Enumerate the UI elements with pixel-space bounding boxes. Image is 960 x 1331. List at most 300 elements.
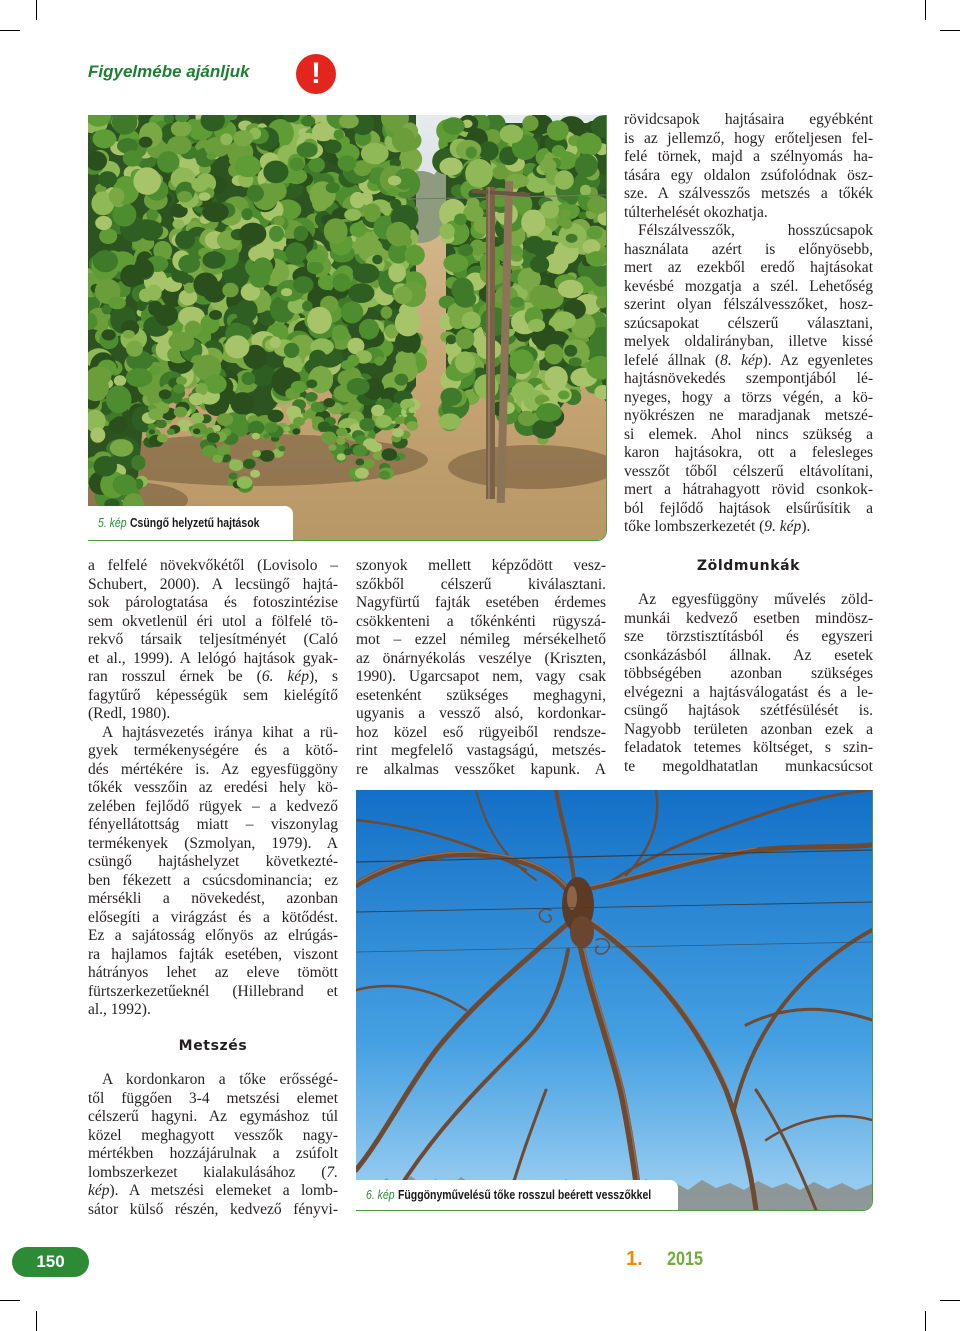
leaf: [462, 312, 481, 329]
hanging-shoot-leaf: [318, 422, 331, 432]
leaf: [108, 297, 126, 310]
hanging-shoot-leaf: [284, 426, 291, 431]
leaf: [324, 218, 348, 244]
leaf: [93, 129, 117, 148]
hanging-shoot-leaf: [392, 428, 404, 437]
leaf: [114, 375, 126, 386]
hanging-shoot-leaf: [159, 389, 172, 399]
hanging-shoot-leaf: [209, 421, 215, 426]
crop-mark: [925, 1311, 926, 1331]
leaf: [269, 226, 284, 242]
hanging-shoot-leaf: [207, 433, 220, 444]
text-line: csüngő hajtáshelyzet következté-: [88, 853, 338, 870]
text-line: hátrányos lehet az eleve tömött: [88, 964, 338, 981]
text-line: mértékben hozzájárulnak a zsúfolt: [88, 1145, 338, 1162]
leaf: [301, 116, 315, 127]
leaf: [454, 213, 467, 225]
leaf: [347, 378, 370, 395]
leaf: [284, 343, 299, 358]
leaf: [392, 128, 416, 153]
leaf: [569, 357, 582, 366]
leaf: [587, 226, 603, 239]
leaf: [102, 329, 116, 340]
hanging-shoot-leaf: [148, 408, 163, 420]
leaf: [388, 263, 406, 282]
text-line: zelében fejlődő rügyek – a kedvező: [88, 797, 338, 815]
text-line: túlterhelését okozhatja.: [624, 203, 768, 221]
leaf: [554, 170, 573, 190]
leaf: [225, 335, 249, 358]
leaf: [109, 188, 125, 205]
hanging-shoot-leaf: [193, 428, 200, 434]
text-line: A hajtásvezetés iránya kihat a rü-: [102, 723, 338, 741]
text-line: feladatok tetemes költséget, s szin-: [624, 739, 873, 756]
leaf: [575, 154, 598, 178]
text-line: sok párologtatása és fotoszintézise: [88, 594, 338, 611]
text-line: Nagyfürtű fajták esetében érdemes: [356, 594, 606, 611]
leaf: [350, 222, 367, 237]
leaf: [388, 188, 399, 197]
column-1-text: [88, 557, 338, 1020]
text-segment: ), s: [308, 668, 338, 685]
leaf: [252, 257, 273, 279]
figure-label: 6. kép: [366, 1188, 395, 1202]
leaf: [90, 427, 105, 443]
leaf: [350, 192, 365, 208]
leaf: [139, 220, 164, 241]
leaf: [155, 305, 178, 327]
leaf: [173, 219, 185, 229]
text-line: től függően 3-4 metszési elemet: [88, 1089, 338, 1107]
crop-mark: [0, 1300, 20, 1301]
page-number: 150: [12, 1247, 89, 1277]
hanging-shoot-leaf: [395, 417, 405, 425]
hanging-shoot-leaf: [218, 445, 231, 455]
text-line: dés mértékére is. Az egyesfüggöny: [88, 760, 338, 778]
figure-reference: 9. kép: [764, 518, 802, 535]
leaf: [511, 174, 529, 187]
leaf: [146, 209, 158, 222]
leaf: [93, 250, 118, 272]
hanging-shoot-leaf: [156, 420, 167, 429]
text-line: szerint olyan félszálvesszőket, hosz-: [624, 296, 873, 313]
leaf: [94, 456, 118, 477]
leaf: [333, 273, 351, 291]
leaf: [263, 161, 288, 184]
text-line: többségében azonban szükséges: [624, 665, 873, 682]
hanging-shoot-leaf: [229, 459, 243, 471]
text-segment: lefelé állnak (: [624, 351, 721, 369]
figure-label: 5. kép: [98, 516, 127, 530]
leaf: [564, 345, 577, 357]
hanging-shoot-leaf: [148, 423, 156, 430]
text-line: Ez a sajátosság előnyös az elrúgás-: [88, 927, 338, 944]
leaf: [458, 244, 473, 256]
leaf: [395, 309, 421, 336]
leaf: [372, 255, 382, 265]
leaf: [361, 143, 389, 165]
wooden-post: [486, 187, 495, 499]
leaf: [131, 455, 145, 470]
leaf: [552, 145, 566, 157]
text-line: az önárnyékolás veszélye (Kriszten,: [356, 649, 606, 667]
crop-mark: [36, 1311, 37, 1331]
leaf: [395, 374, 409, 386]
knot: [570, 916, 594, 948]
leaf: [123, 330, 135, 339]
hanging-shoot-leaf: [292, 428, 300, 434]
leaf: [545, 366, 568, 390]
text-line: hoz közel eső rügyeiből rendsze-: [356, 723, 606, 741]
leaf: [235, 155, 261, 177]
leaf: [511, 253, 523, 261]
text-line: gyek termékenységére és a kötő-: [88, 742, 338, 759]
text-line: elvégezni a hajtásválogatást és a le-: [624, 683, 873, 701]
text-line: csökkenteni a tőkénkénti rügyszá-: [356, 612, 606, 630]
text-line: Félszálvesszők, hosszúcsapok: [638, 222, 873, 239]
text-line: ben fékezett a csúcsdominancia; ez: [88, 871, 338, 889]
leaf: [547, 120, 569, 140]
text-line: kevésbé mozgatja a szél. Lehetőség: [624, 277, 873, 295]
text-line: et al., 1999). A lelógó hajtások gyak-: [88, 649, 338, 667]
hanging-shoot-leaf: [336, 428, 347, 437]
sky: [356, 790, 872, 1210]
text-line: használata azért is előnyösebb,: [624, 240, 873, 258]
leaf: [398, 334, 418, 353]
leaf: [558, 280, 583, 298]
leaf: [540, 158, 557, 173]
leaf: [375, 415, 392, 427]
leaf: [222, 283, 238, 298]
text-line: [88, 668, 338, 687]
leaf: [239, 223, 266, 246]
text-line: is az jellemző, hogy erőteljesen fel-: [624, 129, 873, 147]
text-line: karon hajtásokra, ott a felesleges: [624, 444, 873, 461]
leaf: [133, 167, 161, 195]
figure-reference: kép: [88, 1182, 110, 1199]
text-line: ugyanis a vessző alsó, kordonkar-: [356, 705, 606, 722]
leaf: [281, 288, 292, 296]
leaf: [302, 301, 313, 312]
hanging-shoot-leaf: [260, 450, 275, 462]
hanging-shoot-leaf: [323, 398, 335, 407]
text-segment: ). A metszési elemeket a lomb-: [109, 1182, 338, 1199]
text-line: sze. A szálvesszős metszés a tőkék: [624, 185, 873, 202]
leaf: [123, 150, 142, 166]
text-line: rekvő társaik teljesítményét (Caló: [88, 631, 338, 648]
leaf: [456, 329, 475, 349]
text-line: rövidcsapok hajtásaira egyébként: [624, 111, 873, 128]
leaf: [388, 176, 401, 186]
text-line: fagytűrő képességük sem kielégítő: [88, 686, 338, 704]
leaf: [297, 142, 318, 157]
section-heading-metszes: Metszés: [178, 1038, 248, 1054]
leaf: [446, 335, 457, 344]
leaf: [371, 405, 384, 417]
hanging-shoot-leaf: [355, 468, 369, 479]
leaf: [209, 310, 222, 320]
text-line: al., 1992).: [88, 1001, 151, 1018]
text-line: szúcsapokat célszerű választani,: [624, 314, 873, 332]
leaf: [177, 191, 192, 202]
crop-mark: [0, 30, 20, 31]
hanging-shoot-leaf: [355, 459, 364, 466]
leaf: [324, 140, 341, 154]
hanging-shoot-leaf: [243, 459, 256, 469]
leaf: [528, 319, 545, 332]
hanging-shoot-leaf: [149, 429, 156, 434]
crop-mark: [36, 0, 37, 20]
leaf: [374, 356, 384, 365]
leaf: [309, 350, 326, 366]
text-line: esetenként szükséges meghagyni,: [356, 686, 606, 704]
text-line: Schubert, 2000). A lecsüngő hajtá-: [88, 575, 338, 593]
leaf: [178, 255, 200, 273]
text-line: szonyok mellett képződött vesz-: [356, 557, 606, 574]
right-column-top-text: [624, 111, 873, 537]
leaf: [530, 256, 549, 273]
text-segment: ). Az egyenletes: [762, 351, 874, 369]
hanging-shoot-leaf: [406, 421, 418, 431]
leaf: [168, 332, 194, 351]
text-line: melyek oldalirányban, illetve kissé: [624, 333, 873, 350]
figure-reference: 6. kép: [261, 668, 309, 685]
leaf: [359, 319, 379, 340]
leaf: [202, 202, 229, 222]
hanging-shoot-leaf: [379, 471, 390, 480]
hanging-shoot-leaf: [353, 445, 368, 457]
hanging-shoot-leaf: [167, 429, 175, 435]
leaf: [465, 159, 493, 188]
exclamation-icon: !: [296, 54, 336, 94]
issue-year: 2015: [667, 1249, 703, 1270]
leaf: [248, 421, 265, 435]
leaf: [580, 185, 591, 196]
leaf: [443, 254, 468, 272]
leaf: [220, 133, 233, 145]
leaf: [492, 166, 509, 180]
text-line: sátor külső részén, kedvező fényvi-: [88, 1200, 338, 1218]
hanging-shoot-leaf: [268, 410, 284, 423]
leaf: [353, 263, 380, 283]
leaf: [455, 351, 475, 373]
post-highlight: [488, 187, 490, 499]
text-line: mot – ezzel némileg mérsékelhető: [356, 631, 606, 648]
hanging-shoot-leaf: [409, 407, 417, 413]
leaf: [334, 130, 344, 140]
hanging-shoot-leaf: [252, 450, 261, 457]
text-segment: ).: [801, 518, 811, 535]
figure-6-caption: [356, 1180, 678, 1210]
hanging-shoot-leaf: [213, 425, 221, 432]
text-line: nyeges, hogy a törzs végén, a kö-: [624, 388, 873, 406]
leaf: [566, 234, 578, 243]
crop-mark: [940, 1300, 960, 1301]
hanging-shoot-leaf: [229, 473, 238, 480]
hanging-shoot-leaf: [278, 446, 285, 452]
text-line: felé törnek, majd a szélnyomás ha-: [624, 148, 873, 165]
leaf: [540, 201, 559, 219]
hanging-shoot-leaf: [157, 434, 168, 443]
leaf: [443, 117, 465, 134]
hanging-shoot-leaf: [321, 431, 336, 443]
figure-caption: Csüngő helyzetű hajtások: [129, 516, 260, 530]
hanging-shoot-leaf: [291, 381, 307, 394]
leaf: [241, 372, 255, 385]
leaf: [294, 226, 309, 242]
text-line: ból fejlődő hajtások elsűrűsítik a: [624, 499, 873, 517]
leaf: [134, 259, 154, 278]
leaf: [308, 157, 325, 172]
hanging-shoot-leaf: [316, 406, 324, 413]
text-line: (Redl, 1980).: [88, 705, 171, 722]
text-line: munkái kedvező esetben mindösz-: [624, 609, 873, 627]
leaf: [175, 231, 195, 250]
text-line: célszerű hagyni. Az egymáshoz túl: [88, 1108, 338, 1125]
leaf: [171, 121, 192, 137]
knot-highlight: [567, 886, 577, 910]
leaf: [242, 208, 253, 220]
leaf: [394, 287, 412, 305]
text-line: re alkalmas vesszőket kapunk. A: [356, 760, 606, 778]
hanging-shoot-leaf: [337, 453, 346, 460]
text-line: tására egy oldalon zsúfolódnak ösz-: [624, 166, 873, 184]
text-line: csüngő hajtások szétfésülését is.: [624, 702, 873, 719]
leaf: [269, 337, 281, 349]
text-line: ra hajlamos fajták esetében, viszont: [88, 945, 338, 963]
text-line: rint megfelelő vastagságú, metszés-: [356, 742, 606, 759]
caption-line: [98, 516, 260, 530]
leaf: [532, 419, 556, 439]
column-2-text: [356, 557, 606, 779]
leaf: [146, 285, 161, 301]
text-line: si elemek. Ahol nincs szükség a: [624, 425, 873, 443]
leaf: [466, 147, 477, 159]
hanging-shoot-leaf: [237, 476, 253, 489]
leaf: [552, 311, 576, 329]
text-line: mérsékli a növekedést, azonban: [88, 890, 338, 907]
text-segment: lombszerkezet kialakulásához (: [88, 1163, 327, 1181]
leaf: [206, 152, 216, 160]
leaf: [110, 439, 134, 457]
text-line: nyökrészen ne maradjanak metszé-: [624, 407, 873, 424]
leaf: [307, 307, 332, 334]
leaf: [126, 341, 143, 357]
hanging-shoot-leaf: [189, 393, 205, 405]
metszes-text: [88, 1071, 338, 1219]
zoldmunkak-text: [624, 591, 873, 776]
leaf: [326, 182, 340, 193]
leaf: [98, 171, 117, 187]
hanging-shoot-leaf: [250, 470, 260, 478]
leaf: [510, 297, 524, 308]
hanging-shoot-leaf: [306, 379, 317, 388]
text-line: a felfelé növekvőkétől (Lovisolo –: [88, 557, 338, 574]
leaf: [381, 306, 393, 319]
figure-6-photo: [356, 790, 873, 1211]
leaf: [405, 245, 425, 266]
figure-5-photo: [88, 115, 607, 541]
leaf: [217, 413, 234, 426]
figure-caption: Függönyművelésű tőke rosszul beérett vesszőkkel: [397, 1188, 652, 1202]
leaf: [285, 242, 307, 262]
branches-image: [356, 790, 872, 1210]
leaf: [247, 185, 264, 202]
leaf: [566, 192, 578, 205]
hanging-shoot-leaf: [328, 444, 336, 451]
hanging-shoot-leaf: [212, 455, 223, 463]
text-line: [88, 1164, 338, 1183]
leaf: [396, 351, 416, 367]
hanging-shoot-leaf: [305, 392, 317, 402]
leaf: [341, 360, 354, 370]
leaf: [439, 223, 454, 239]
leaf: [386, 222, 411, 247]
leaf: [233, 130, 253, 146]
hanging-shoot-leaf: [264, 422, 278, 433]
hanging-shoot-leaf: [382, 448, 398, 461]
leaf: [341, 301, 363, 323]
hanging-shoot-leaf: [252, 433, 260, 440]
text-line: 1990). Ugarcsapot nem, vagy csak: [356, 668, 606, 685]
hanging-shoot-leaf: [336, 437, 345, 444]
section-title: Figyelmébe ajánljuk: [88, 62, 250, 81]
text-line: te megoldhatatlan munkacsúcsot: [624, 757, 873, 775]
leaf: [191, 178, 208, 192]
leaf: [307, 262, 324, 274]
leaf: [290, 158, 304, 171]
crop-mark: [940, 30, 960, 31]
leaf: [522, 115, 538, 131]
leaf: [126, 368, 153, 387]
text-line: [624, 518, 873, 537]
leaf: [157, 151, 179, 173]
crop-mark: [925, 0, 926, 20]
text-line: termékenyek (Szmolyan, 1979). A: [88, 834, 338, 852]
leaf: [467, 198, 480, 209]
leaf: [561, 219, 572, 230]
hanging-shoot-leaf: [173, 384, 185, 393]
text-line: sem okvetlenül éri utol a fölfelé tö-: [88, 612, 338, 630]
leaf: [513, 352, 528, 365]
leaf: [106, 385, 132, 413]
figure-reference: 8. kép: [720, 351, 763, 369]
figure-reference: 7.: [326, 1163, 338, 1181]
text-line: sze törzstisztításból és egyszeri: [624, 628, 873, 645]
leaf: [344, 209, 361, 221]
leaf: [338, 155, 357, 171]
leaf: [359, 418, 375, 431]
hanging-shoot-leaf: [293, 417, 305, 426]
text-line: fényellátottság miatt – viszonylag: [88, 816, 338, 833]
text-line: hajtásnövekedés szempontjából lé-: [624, 370, 873, 387]
figure-5-caption: [88, 506, 293, 540]
leaf: [191, 355, 205, 365]
leaf: [439, 158, 462, 176]
leaf: [479, 141, 499, 160]
text-line: vesszőt tőből célszerű eltávolítani,: [624, 462, 873, 480]
vineyard-image: [88, 115, 606, 540]
text-line: közel meghagyott vesszők nagy-: [88, 1126, 338, 1144]
text-line: elősegíti a virágzást és a kötődést.: [88, 908, 338, 926]
text-line: fürtszerkezetűeknél (Hillebrand et: [88, 982, 338, 1000]
leaf: [536, 403, 562, 422]
leaf: [199, 192, 211, 201]
text-line: [88, 1182, 338, 1201]
section-heading-zoldmunkak: Zöldmunkák: [696, 558, 801, 574]
leaf: [202, 251, 225, 268]
leaf: [109, 418, 127, 433]
